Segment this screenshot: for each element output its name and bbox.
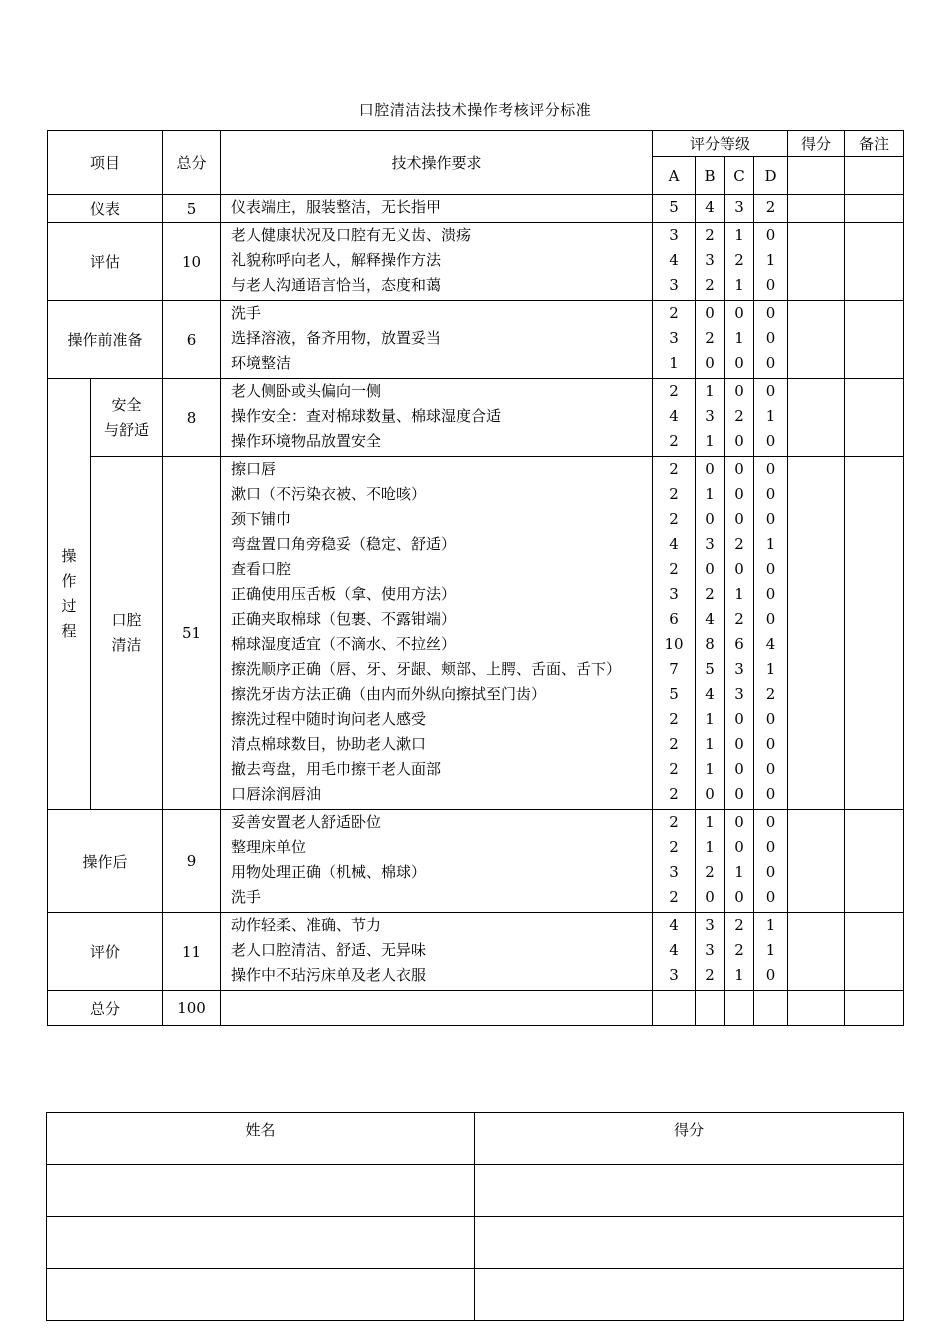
grade-value: 2 [669,485,679,503]
requirement-item: 棉球湿度适宜（不滴水、不拉丝） [231,635,457,653]
score-cell[interactable] [788,195,845,223]
grade-value: 2 [705,329,715,347]
grade-value: 4 [765,635,776,653]
group-process-label [48,379,91,810]
sign-score-cell[interactable] [475,1217,904,1269]
grade-d-column [754,223,788,301]
section-total: 51 [163,457,221,810]
header-grade: 评分等级 [653,131,788,157]
grade-a-column [653,457,696,810]
grade-value: 1 [765,251,776,269]
grade-d-column [754,913,788,991]
grade-value: 1 [734,276,744,294]
grade-value: 0 [765,863,776,881]
grade-value: 2 [734,407,744,425]
grade-value: 1 [734,585,744,603]
grade-value: 3 [705,916,715,934]
grade-value: 2 [669,813,679,831]
grade-b-column [696,223,725,301]
grade-d-column [754,195,788,223]
note-cell[interactable] [845,301,904,379]
note-cell[interactable] [845,379,904,457]
grade-value: 1 [765,941,776,959]
requirement-item: 正确夹取棉球（包裹、不露钳端） [231,610,457,628]
grade-value: 1 [705,485,715,503]
grade-value: 4 [669,941,679,959]
note-header-cell [845,157,904,195]
grade-value: 5 [669,685,679,703]
grade-value: 1 [734,226,744,244]
requirement-item: 擦口唇 [231,460,277,478]
grade-value: 0 [734,382,744,400]
sign-name-cell[interactable] [47,1269,475,1321]
requirement-item: 操作环境物品放置安全 [231,432,382,450]
footer-label: 总分 [48,991,163,1026]
grade-value: 3 [705,407,715,425]
score-cell[interactable] [788,301,845,379]
group-char: 操 [61,547,77,565]
requirement-item: 洗手 [231,888,262,906]
grade-d-column [754,457,788,810]
grade-value: 0 [734,304,744,322]
grade-value: 2 [705,863,715,881]
grade-value: 2 [669,460,679,478]
grade-value: 0 [734,510,744,528]
section-name [91,457,163,810]
requirement-item: 颈下铺巾 [231,510,292,528]
header-score: 得分 [788,131,845,157]
grade-b-column [696,379,725,457]
grade-value: 1 [765,407,776,425]
grade-value: 0 [765,226,776,244]
grade-c-column [725,379,754,457]
grade-value: 0 [765,510,776,528]
grade-b-column [696,457,725,810]
grade-value: 2 [669,510,679,528]
grade-value: 4 [705,610,715,628]
requirement-item: 老人侧卧或头偏向一侧 [231,382,382,400]
grade-value: 0 [734,760,744,778]
grade-value: 0 [765,838,776,856]
grade-value: 0 [765,785,776,803]
grade-value: 3 [734,660,744,678]
grade-value: 2 [734,610,744,628]
grade-value: 5 [669,198,679,216]
grade-value: 3 [669,966,679,984]
requirement-item: 撤去弯盘，用毛巾擦干老人面部 [231,760,442,778]
grade-value: 0 [765,585,776,603]
requirement-item: 正确使用压舌板（拿、使用方法） [231,585,457,603]
grade-value: 0 [705,785,715,803]
grade-value: 2 [734,916,744,934]
section-name [91,379,163,457]
note-cell[interactable] [845,810,904,913]
grade-value: 0 [765,966,776,984]
grade-value: 2 [669,304,679,322]
grade-value: 3 [669,863,679,881]
grade-value: 2 [669,888,679,906]
grade-value: 2 [669,432,679,450]
grade-value: 2 [669,560,679,578]
grade-d-column [754,810,788,913]
note-cell[interactable] [845,195,904,223]
sign-name-header: 姓名 [47,1113,475,1165]
grade-value: 0 [734,460,744,478]
grade-value: 10 [664,635,684,653]
grade-value: 1 [705,838,715,856]
score-cell[interactable] [788,379,845,457]
grade-value: 0 [734,354,744,372]
requirement-item: 礼貌称呼向老人，解释操作方法 [231,251,442,269]
header-note: 备注 [845,131,904,157]
grade-c-column [725,195,754,223]
section-total: 6 [163,301,221,379]
grade-value: 0 [705,460,715,478]
grade-value: 2 [705,276,715,294]
grade-value: 2 [669,760,679,778]
sign-score-header: 得分 [475,1113,904,1165]
grade-value: 0 [765,304,776,322]
grade-value: 4 [705,198,715,216]
group-char: 程 [61,622,77,640]
grade-value: 6 [669,610,679,628]
grade-a-column [653,195,696,223]
grade-b-column [696,195,725,223]
section-total: 8 [163,379,221,457]
note-cell[interactable] [845,913,904,991]
grade-value: 1 [705,710,715,728]
section-name: 操作后 [48,810,163,913]
grade-value: 1 [705,813,715,831]
grade-value: 5 [705,660,715,678]
requirement-item: 老人健康状况及口腔有无义齿、溃疡 [231,226,472,244]
grade-value: 2 [705,585,715,603]
level-b: B [696,157,725,195]
grade-value: 2 [734,941,744,959]
grade-value: 0 [765,813,776,831]
grade-value: 4 [669,535,679,553]
grade-value: 0 [765,760,776,778]
score-header-cell [788,157,845,195]
grade-value: 1 [734,863,744,881]
requirement-item: 擦洗牙齿方法正确（由内而外纵向擦拭至门齿） [231,685,547,703]
grade-value: 3 [669,276,679,294]
note-cell[interactable] [845,223,904,301]
grade-value: 1 [765,916,776,934]
grade-value: 1 [705,760,715,778]
grade-value: 1 [669,354,679,372]
sign-name-cell[interactable] [47,1165,475,1217]
grade-d-column [754,379,788,457]
section-name: 评估 [48,223,163,301]
score-cell[interactable] [788,810,845,913]
grade-value: 0 [734,485,744,503]
grade-value: 6 [734,635,744,653]
grade-c-column [725,301,754,379]
grade-value: 0 [765,485,776,503]
grade-value: 3 [734,685,744,703]
requirement-item: 擦洗顺序正确（唇、牙、牙龈、颊部、上腭、舌面、舌下） [231,660,622,678]
grade-value: 3 [669,585,679,603]
section-requirements [221,379,653,457]
grade-value: 4 [669,916,679,934]
grade-c-column [725,457,754,810]
document-title: 口腔清洁法技术操作考核评分标准 [358,101,592,119]
requirement-item: 擦洗过程中随时询问老人感受 [231,710,427,728]
grade-value: 2 [669,838,679,856]
grade-value: 0 [765,460,776,478]
score-cell[interactable] [788,223,845,301]
grade-value: 4 [705,685,715,703]
group-char: 作 [61,572,77,590]
section-requirements [221,810,653,913]
requirement-item: 操作中不玷污床单及老人衣服 [231,966,427,984]
requirement-item: 漱口（不污染衣被、不呛咳） [231,485,427,503]
grade-value: 1 [734,966,744,984]
requirement-item: 选择溶液，备齐用物，放置妥当 [231,329,442,347]
section-name-line: 口腔 [111,611,142,629]
grade-b-column [696,810,725,913]
grade-value: 3 [705,535,715,553]
header-item: 项目 [48,131,163,195]
grade-value: 0 [734,838,744,856]
requirement-item: 查看口腔 [231,560,292,578]
requirement-item: 操作安全：查对棉球数量、棉球湿度合适 [231,407,502,425]
sign-name-cell[interactable] [47,1217,475,1269]
level-c: C [725,157,754,195]
grade-c-column [725,810,754,913]
note-cell[interactable] [845,457,904,810]
section-name: 评价 [48,913,163,991]
grade-value: 0 [734,888,744,906]
grade-value: 0 [705,510,715,528]
grade-b-column [696,301,725,379]
requirement-item: 用物处理正确（机械、棉球） [231,863,427,881]
section-requirements [221,301,653,379]
grade-value: 0 [765,329,776,347]
grade-value: 2 [734,251,744,269]
requirement-item: 动作轻柔、准确、节力 [231,916,382,934]
grade-value: 3 [734,198,744,216]
section-requirements [221,457,653,810]
grade-value: 0 [705,304,715,322]
grade-value: 2 [669,710,679,728]
grade-c-column [725,913,754,991]
requirement-item: 弯盘置口角旁稳妥（稳定、舒适） [231,535,457,553]
grade-value: 2 [705,226,715,244]
grade-value: 1 [765,535,776,553]
grade-b-column [696,913,725,991]
grade-a-column [653,913,696,991]
footer-blank [221,991,653,1026]
grade-value: 7 [669,660,679,678]
grade-value: 4 [669,407,679,425]
sign-score-cell[interactable] [475,1165,904,1217]
section-name-line: 清洁 [111,636,142,654]
section-name: 操作前准备 [48,301,163,379]
grade-value: 2 [734,535,744,553]
scoring-table [47,130,904,1026]
grade-a-column [653,810,696,913]
grade-value: 2 [765,198,776,216]
grade-value: 0 [734,560,744,578]
grade-value: 1 [705,432,715,450]
grade-value: 0 [765,560,776,578]
grade-value: 1 [705,735,715,753]
requirement-item: 老人口腔清洁、舒适、无异味 [231,941,427,959]
grade-value: 0 [765,610,776,628]
grade-value: 0 [734,785,744,803]
grade-value: 1 [765,660,776,678]
grade-value: 3 [705,941,715,959]
grade-value: 2 [705,966,715,984]
grade-value: 2 [669,735,679,753]
grade-value: 0 [765,735,776,753]
grade-value: 0 [734,813,744,831]
section-requirements [221,223,653,301]
header-total: 总分 [163,131,221,195]
section-total: 10 [163,223,221,301]
signature-table [46,1112,904,1321]
section-name: 仪表 [48,195,163,223]
sign-score-cell[interactable] [475,1269,904,1321]
requirement-item: 清点棉球数目，协助老人漱口 [231,735,427,753]
requirement-item: 环境整洁 [231,354,292,372]
grade-value: 1 [734,329,744,347]
grade-value: 0 [705,888,715,906]
grade-d-column [754,301,788,379]
section-name-line: 与舒适 [104,420,150,439]
grade-value: 0 [734,432,744,450]
footer-total: 100 [163,991,221,1026]
grade-value: 0 [765,354,776,372]
grade-value: 0 [705,560,715,578]
grade-a-column [653,223,696,301]
level-a: A [653,157,696,195]
grade-value: 0 [765,710,776,728]
grade-value: 4 [669,251,679,269]
grade-value: 1 [705,382,715,400]
group-char: 过 [61,597,77,615]
header-requirement: 技术操作要求 [221,131,653,195]
requirement-item: 妥善安置老人舒适卧位 [231,813,382,831]
grade-value: 3 [669,329,679,347]
score-cell[interactable] [788,913,845,991]
grade-value: 0 [705,354,715,372]
requirement-item: 口唇涂润唇油 [231,785,322,803]
section-total: 5 [163,195,221,223]
requirement-item: 仪表端庄，服装整洁，无长指甲 [231,198,442,216]
grade-value: 0 [734,710,744,728]
grade-value: 2 [765,685,776,703]
grade-value: 2 [669,382,679,400]
section-total: 11 [163,913,221,991]
requirement-item: 与老人沟通语言恰当，态度和蔼 [231,276,442,294]
grade-value: 0 [765,382,776,400]
grade-value: 3 [705,251,715,269]
grade-value: 0 [765,888,776,906]
level-d: D [754,157,788,195]
grade-value: 2 [669,785,679,803]
section-requirements [221,195,653,223]
section-requirements [221,913,653,991]
grade-value: 3 [669,226,679,244]
section-total: 9 [163,810,221,913]
requirement-item: 洗手 [231,304,262,322]
grade-value: 0 [765,276,776,294]
grade-value: 0 [765,432,776,450]
grade-value: 8 [705,635,715,653]
grade-c-column [725,223,754,301]
grade-a-column [653,379,696,457]
grade-value: 0 [734,735,744,753]
section-name-line: 安全 [111,395,142,414]
score-cell[interactable] [788,457,845,810]
grade-a-column [653,301,696,379]
requirement-item: 整理床单位 [231,838,307,856]
